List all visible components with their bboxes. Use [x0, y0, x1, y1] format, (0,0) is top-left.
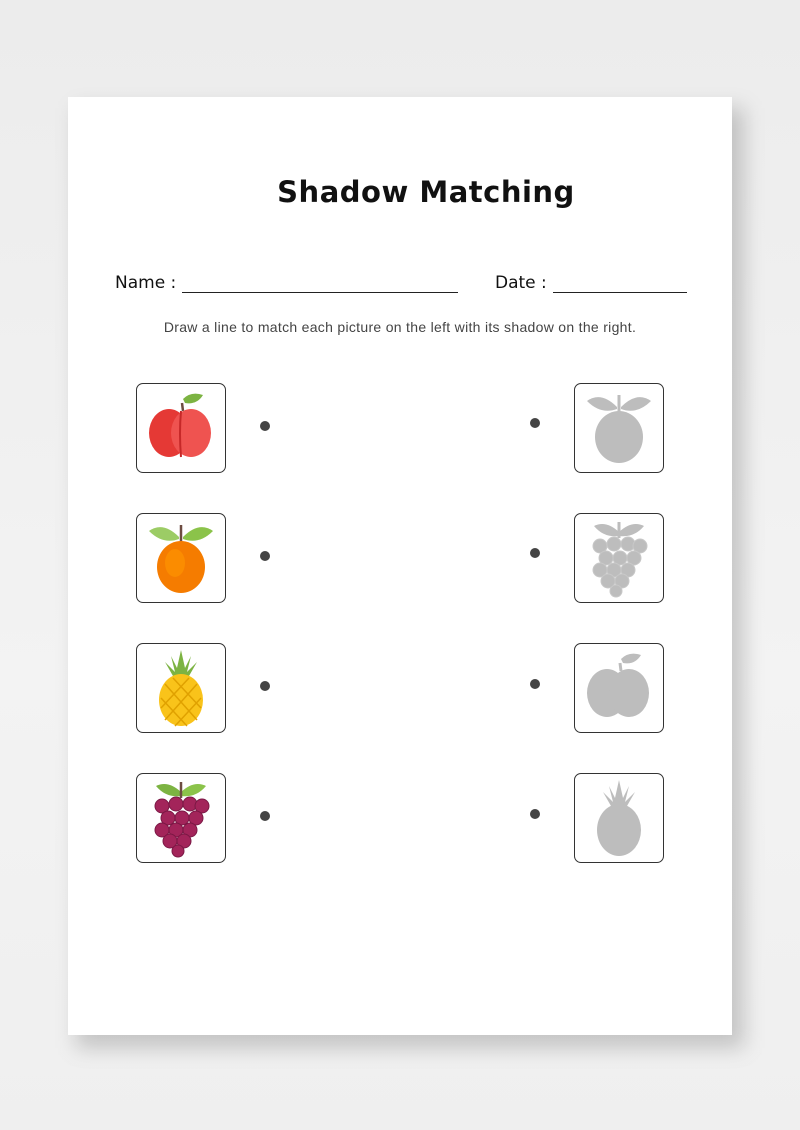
name-label: Name : [115, 273, 177, 293]
left-card-peach [136, 383, 226, 473]
date-line[interactable] [553, 275, 687, 293]
right-dot-3[interactable] [530, 679, 540, 689]
right-card-grapes-shadow [574, 513, 664, 603]
left-dot-2[interactable] [260, 551, 270, 561]
worksheet-page [68, 97, 732, 1035]
grapes-shadow-icon [586, 518, 652, 598]
right-dot-1[interactable] [530, 418, 540, 428]
apricot-icon [145, 519, 217, 597]
right-dot-2[interactable] [530, 548, 540, 558]
page-title: Shadow Matching [277, 175, 575, 209]
left-dot-1[interactable] [260, 421, 270, 431]
left-dot-3[interactable] [260, 681, 270, 691]
apricot-shadow-icon [583, 389, 655, 467]
left-card-pineapple [136, 643, 226, 733]
right-card-peach-shadow [574, 643, 664, 733]
left-card-grapes [136, 773, 226, 863]
pineapple-shadow-icon [589, 778, 649, 858]
peach-shadow-icon [583, 649, 655, 727]
left-card-apricot [136, 513, 226, 603]
date-label: Date : [495, 273, 547, 293]
grapes-icon [148, 778, 214, 858]
peach-icon [145, 389, 217, 467]
date-field[interactable] [495, 273, 687, 293]
name-field[interactable] [115, 273, 458, 293]
left-dot-4[interactable] [260, 811, 270, 821]
instructions-text: Draw a line to match each picture on the left with its shadow on the right. [163, 319, 637, 335]
right-card-pineapple-shadow [574, 773, 664, 863]
pineapple-icon [151, 648, 211, 728]
name-line[interactable] [182, 275, 458, 293]
right-dot-4[interactable] [530, 809, 540, 819]
right-card-apricot-shadow [574, 383, 664, 473]
